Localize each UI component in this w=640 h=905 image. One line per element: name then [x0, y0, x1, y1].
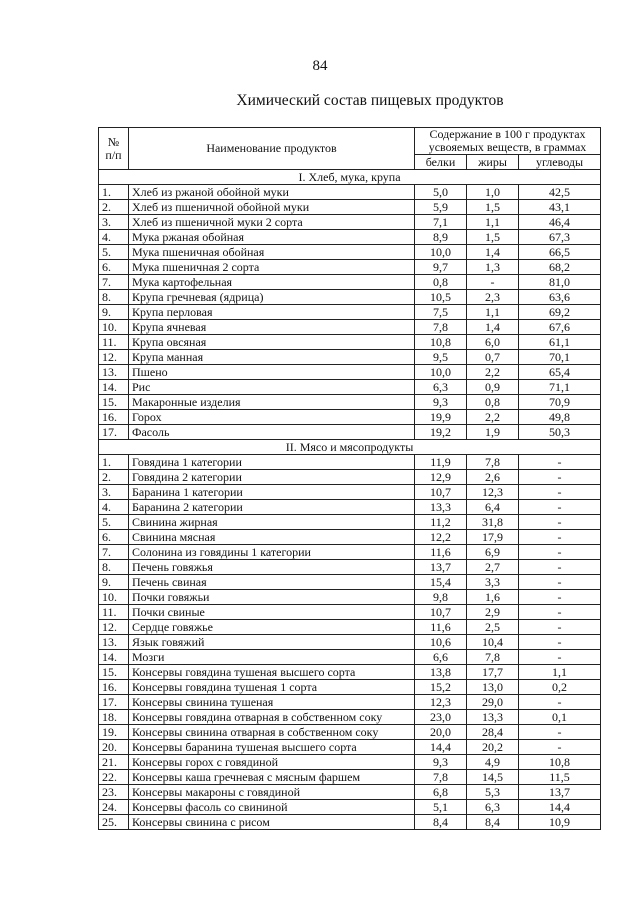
protein-value: 15,2 — [415, 680, 467, 695]
table-row — [99, 515, 601, 530]
row-number: 8. — [99, 290, 129, 305]
fat-value: 10,4 — [467, 635, 519, 650]
table-row — [99, 725, 601, 740]
row-number: 17. — [99, 425, 129, 440]
table-row — [99, 605, 601, 620]
table-row — [99, 545, 601, 560]
table-row — [99, 245, 601, 260]
product-name: Печень свиная — [129, 575, 415, 590]
header-fat: жиры — [467, 155, 519, 170]
row-number: 4. — [99, 230, 129, 245]
fat-value: 2,3 — [467, 290, 519, 305]
table-row — [99, 665, 601, 680]
carbs-value: 1,1 — [519, 665, 601, 680]
protein-value: 9,5 — [415, 350, 467, 365]
header-protein: белки — [415, 155, 467, 170]
table-row — [99, 185, 601, 200]
product-name: Баранина 1 категории — [129, 485, 415, 500]
table-row — [99, 800, 601, 815]
row-number: 12. — [99, 350, 129, 365]
product-name: Мука ржаная обойная — [129, 230, 415, 245]
fat-value: 14,5 — [467, 770, 519, 785]
table-row — [99, 755, 601, 770]
carbs-value: 61,1 — [519, 335, 601, 350]
carbs-value: 67,3 — [519, 230, 601, 245]
fat-value: 17,9 — [467, 530, 519, 545]
protein-value: 12,9 — [415, 470, 467, 485]
carbs-value: 46,4 — [519, 215, 601, 230]
row-number: 4. — [99, 500, 129, 515]
fat-value: 1,5 — [467, 230, 519, 245]
protein-value: 7,5 — [415, 305, 467, 320]
protein-value: 8,4 — [415, 815, 467, 830]
table-row — [99, 425, 601, 440]
header-product-name: Наименование продуктов — [129, 128, 415, 170]
carbs-value: - — [519, 455, 601, 470]
protein-value: 19,2 — [415, 425, 467, 440]
carbs-value: - — [519, 605, 601, 620]
product-name: Мука пшеничная обойная — [129, 245, 415, 260]
carbs-value: 66,5 — [519, 245, 601, 260]
carbs-value: - — [519, 500, 601, 515]
row-number: 8. — [99, 560, 129, 575]
row-number: 13. — [99, 365, 129, 380]
row-number: 25. — [99, 815, 129, 830]
product-name: Крупа гречневая (ядрица) — [129, 290, 415, 305]
table-row — [99, 470, 601, 485]
protein-value: 10,7 — [415, 605, 467, 620]
product-name: Язык говяжий — [129, 635, 415, 650]
fat-value: 17,7 — [467, 665, 519, 680]
fat-value: 1,4 — [467, 320, 519, 335]
protein-value: 7,8 — [415, 770, 467, 785]
product-name: Говядина 1 категории — [129, 455, 415, 470]
carbs-value: 10,8 — [519, 755, 601, 770]
fat-value: 2,5 — [467, 620, 519, 635]
table-row — [99, 485, 601, 500]
protein-value: 10,5 — [415, 290, 467, 305]
product-name: Крупа манная — [129, 350, 415, 365]
product-name: Фасоль — [129, 425, 415, 440]
fat-value: 31,8 — [467, 515, 519, 530]
product-name: Консервы каша гречневая с мясным фаршем — [129, 770, 415, 785]
carbs-value: - — [519, 590, 601, 605]
product-name: Пшено — [129, 365, 415, 380]
carbs-value: - — [519, 650, 601, 665]
protein-value: 13,7 — [415, 560, 467, 575]
carbs-value: 70,9 — [519, 395, 601, 410]
product-name: Мука картофельная — [129, 275, 415, 290]
section-title: I. Хлеб, мука, крупа — [99, 170, 601, 185]
protein-value: 11,6 — [415, 620, 467, 635]
carbs-value: 69,2 — [519, 305, 601, 320]
protein-value: 0,8 — [415, 275, 467, 290]
carbs-value: - — [519, 725, 601, 740]
carbs-value: - — [519, 695, 601, 710]
table-row — [99, 785, 601, 800]
protein-value: 13,3 — [415, 500, 467, 515]
row-number: 5. — [99, 515, 129, 530]
row-number: 16. — [99, 410, 129, 425]
row-number: 24. — [99, 800, 129, 815]
protein-value: 9,3 — [415, 395, 467, 410]
carbs-value: - — [519, 515, 601, 530]
table-row — [99, 305, 601, 320]
fat-value: 6,9 — [467, 545, 519, 560]
protein-value: 6,8 — [415, 785, 467, 800]
fat-value: 2,7 — [467, 560, 519, 575]
row-number: 10. — [99, 320, 129, 335]
carbs-value: 13,7 — [519, 785, 601, 800]
carbs-value: 81,0 — [519, 275, 601, 290]
protein-value: 13,8 — [415, 665, 467, 680]
fat-value: 1,5 — [467, 200, 519, 215]
carbs-value: - — [519, 530, 601, 545]
fat-value: 8,4 — [467, 815, 519, 830]
protein-value: 9,7 — [415, 260, 467, 275]
product-name: Почки говяжьи — [129, 590, 415, 605]
row-number: 3. — [99, 485, 129, 500]
section-header-row — [99, 440, 601, 455]
product-name: Консервы говядина отварная в собственном соку — [129, 710, 415, 725]
protein-value: 7,1 — [415, 215, 467, 230]
fat-value: 6,3 — [467, 800, 519, 815]
carbs-value: 49,8 — [519, 410, 601, 425]
fat-value: 1,1 — [467, 215, 519, 230]
protein-value: 12,3 — [415, 695, 467, 710]
product-name: Горох — [129, 410, 415, 425]
product-name: Свинина жирная — [129, 515, 415, 530]
fat-value: 0,7 — [467, 350, 519, 365]
protein-value: 10,8 — [415, 335, 467, 350]
protein-value: 10,0 — [415, 245, 467, 260]
table-row — [99, 770, 601, 785]
row-number: 1. — [99, 185, 129, 200]
row-number: 7. — [99, 545, 129, 560]
table-row — [99, 275, 601, 290]
product-name: Крупа ячневая — [129, 320, 415, 335]
product-name: Консервы свинина тушеная — [129, 695, 415, 710]
fat-value: - — [467, 275, 519, 290]
table-row — [99, 290, 601, 305]
product-name: Солонина из говядины 1 категории — [129, 545, 415, 560]
row-number: 6. — [99, 260, 129, 275]
carbs-value: - — [519, 575, 601, 590]
carbs-value: - — [519, 620, 601, 635]
row-number: 12. — [99, 620, 129, 635]
page-number: 84 — [312, 58, 328, 74]
product-name: Рис — [129, 380, 415, 395]
product-name: Консервы баранина тушеная высшего сорта — [129, 740, 415, 755]
carbs-value: 0,1 — [519, 710, 601, 725]
fat-value: 12,3 — [467, 485, 519, 500]
product-name: Консервы макароны с говядиной — [129, 785, 415, 800]
product-name: Мозги — [129, 650, 415, 665]
table-row — [99, 410, 601, 425]
row-number: 23. — [99, 785, 129, 800]
table-body — [99, 170, 601, 830]
row-number: 13. — [99, 635, 129, 650]
product-name: Печень говяжья — [129, 560, 415, 575]
carbs-value: 67,6 — [519, 320, 601, 335]
fat-value: 28,4 — [467, 725, 519, 740]
page-title: Химический состав пищевых продуктов — [236, 92, 504, 109]
row-number: 11. — [99, 605, 129, 620]
table-row — [99, 365, 601, 380]
table-row — [99, 575, 601, 590]
protein-value: 5,0 — [415, 185, 467, 200]
protein-value: 10,6 — [415, 635, 467, 650]
protein-value: 10,7 — [415, 485, 467, 500]
fat-value: 7,8 — [467, 650, 519, 665]
protein-value: 11,9 — [415, 455, 467, 470]
product-name: Крупа перловая — [129, 305, 415, 320]
table-row — [99, 455, 601, 470]
carbs-value: 65,4 — [519, 365, 601, 380]
fat-value: 1,4 — [467, 245, 519, 260]
table-row — [99, 530, 601, 545]
fat-value: 1,9 — [467, 425, 519, 440]
product-name: Свинина мясная — [129, 530, 415, 545]
protein-value: 11,2 — [415, 515, 467, 530]
fat-value: 5,3 — [467, 785, 519, 800]
carbs-value: 50,3 — [519, 425, 601, 440]
protein-value: 19,9 — [415, 410, 467, 425]
fat-value: 0,8 — [467, 395, 519, 410]
table-row — [99, 230, 601, 245]
carbs-value: 42,5 — [519, 185, 601, 200]
protein-value: 23,0 — [415, 710, 467, 725]
product-name: Мука пшеничная 2 сорта — [129, 260, 415, 275]
fat-value: 20,2 — [467, 740, 519, 755]
row-number: 16. — [99, 680, 129, 695]
protein-value: 5,9 — [415, 200, 467, 215]
row-number: 14. — [99, 650, 129, 665]
protein-value: 12,2 — [415, 530, 467, 545]
protein-value: 20,0 — [415, 725, 467, 740]
table-row — [99, 695, 601, 710]
product-name: Консервы свинина с рисом — [129, 815, 415, 830]
table-row — [99, 320, 601, 335]
row-number: 15. — [99, 665, 129, 680]
protein-value: 15,4 — [415, 575, 467, 590]
table-row — [99, 740, 601, 755]
fat-value: 1,3 — [467, 260, 519, 275]
table-row — [99, 200, 601, 215]
table-row — [99, 215, 601, 230]
product-name: Макаронные изделия — [129, 395, 415, 410]
protein-value: 9,8 — [415, 590, 467, 605]
table-row — [99, 380, 601, 395]
protein-value: 9,3 — [415, 755, 467, 770]
table-row — [99, 710, 601, 725]
header-content-group: Содержание в 100 г продуктах усвояемых веществ, в граммах — [415, 128, 601, 155]
row-number: 9. — [99, 575, 129, 590]
carbs-value: 63,6 — [519, 290, 601, 305]
product-name: Консервы свинина отварная в собственном соку — [129, 725, 415, 740]
table-row — [99, 560, 601, 575]
row-number: 2. — [99, 200, 129, 215]
row-number: 1. — [99, 455, 129, 470]
carbs-value: 0,2 — [519, 680, 601, 695]
table-row — [99, 590, 601, 605]
fat-value: 3,3 — [467, 575, 519, 590]
fat-value: 1,6 — [467, 590, 519, 605]
table-row — [99, 815, 601, 830]
table-row — [99, 500, 601, 515]
row-number: 2. — [99, 470, 129, 485]
table-row — [99, 395, 601, 410]
fat-value: 2,2 — [467, 365, 519, 380]
row-number: 21. — [99, 755, 129, 770]
row-number: 7. — [99, 275, 129, 290]
section-title: II. Мясо и мясопродукты — [99, 440, 601, 455]
row-number: 19. — [99, 725, 129, 740]
row-number: 17. — [99, 695, 129, 710]
row-number: 11. — [99, 335, 129, 350]
table-row — [99, 260, 601, 275]
fat-value: 7,8 — [467, 455, 519, 470]
fat-value: 4,9 — [467, 755, 519, 770]
header-number: № п/п — [99, 128, 129, 170]
table-row — [99, 650, 601, 665]
nutrition-table — [98, 127, 601, 830]
product-name: Крупа овсяная — [129, 335, 415, 350]
carbs-value: 70,1 — [519, 350, 601, 365]
carbs-value: 10,9 — [519, 815, 601, 830]
carbs-value: - — [519, 740, 601, 755]
carbs-value: - — [519, 470, 601, 485]
protein-value: 8,9 — [415, 230, 467, 245]
section-header-row — [99, 170, 601, 185]
row-number: 9. — [99, 305, 129, 320]
product-name: Консервы говядина тушеная 1 сорта — [129, 680, 415, 695]
carbs-value: - — [519, 545, 601, 560]
row-number: 3. — [99, 215, 129, 230]
carbs-value: 43,1 — [519, 200, 601, 215]
header-carbs: углеводы — [519, 155, 601, 170]
protein-value: 11,6 — [415, 545, 467, 560]
fat-value: 2,2 — [467, 410, 519, 425]
product-name: Хлеб из ржаной обойной муки — [129, 185, 415, 200]
product-name: Консервы говядина тушеная высшего сорта — [129, 665, 415, 680]
protein-value: 10,0 — [415, 365, 467, 380]
table-row — [99, 635, 601, 650]
fat-value: 0,9 — [467, 380, 519, 395]
row-number: 18. — [99, 710, 129, 725]
product-name: Хлеб из пшеничной обойной муки — [129, 200, 415, 215]
row-number: 10. — [99, 590, 129, 605]
row-number: 5. — [99, 245, 129, 260]
row-number: 15. — [99, 395, 129, 410]
carbs-value: - — [519, 635, 601, 650]
fat-value: 6,4 — [467, 500, 519, 515]
fat-value: 29,0 — [467, 695, 519, 710]
product-name: Почки свиные — [129, 605, 415, 620]
row-number: 20. — [99, 740, 129, 755]
table-row — [99, 335, 601, 350]
carbs-value: 14,4 — [519, 800, 601, 815]
carbs-value: - — [519, 485, 601, 500]
protein-value: 6,6 — [415, 650, 467, 665]
table-row — [99, 350, 601, 365]
fat-value: 2,6 — [467, 470, 519, 485]
protein-value: 14,4 — [415, 740, 467, 755]
fat-value: 2,9 — [467, 605, 519, 620]
product-name: Баранина 2 категории — [129, 500, 415, 515]
carbs-value: 71,1 — [519, 380, 601, 395]
table-row — [99, 620, 601, 635]
product-name: Консервы фасоль со свининой — [129, 800, 415, 815]
row-number: 22. — [99, 770, 129, 785]
fat-value: 1,1 — [467, 305, 519, 320]
product-name: Консервы горох с говядиной — [129, 755, 415, 770]
row-number: 14. — [99, 380, 129, 395]
product-name: Хлеб из пшеничной муки 2 сорта — [129, 215, 415, 230]
fat-value: 13,0 — [467, 680, 519, 695]
fat-value: 13,3 — [467, 710, 519, 725]
fat-value: 6,0 — [467, 335, 519, 350]
product-name: Сердце говяжье — [129, 620, 415, 635]
product-name: Говядина 2 категории — [129, 470, 415, 485]
protein-value: 6,3 — [415, 380, 467, 395]
carbs-value: - — [519, 560, 601, 575]
carbs-value: 68,2 — [519, 260, 601, 275]
protein-value: 5,1 — [415, 800, 467, 815]
carbs-value: 11,5 — [519, 770, 601, 785]
table-row — [99, 680, 601, 695]
protein-value: 7,8 — [415, 320, 467, 335]
fat-value: 1,0 — [467, 185, 519, 200]
row-number: 6. — [99, 530, 129, 545]
